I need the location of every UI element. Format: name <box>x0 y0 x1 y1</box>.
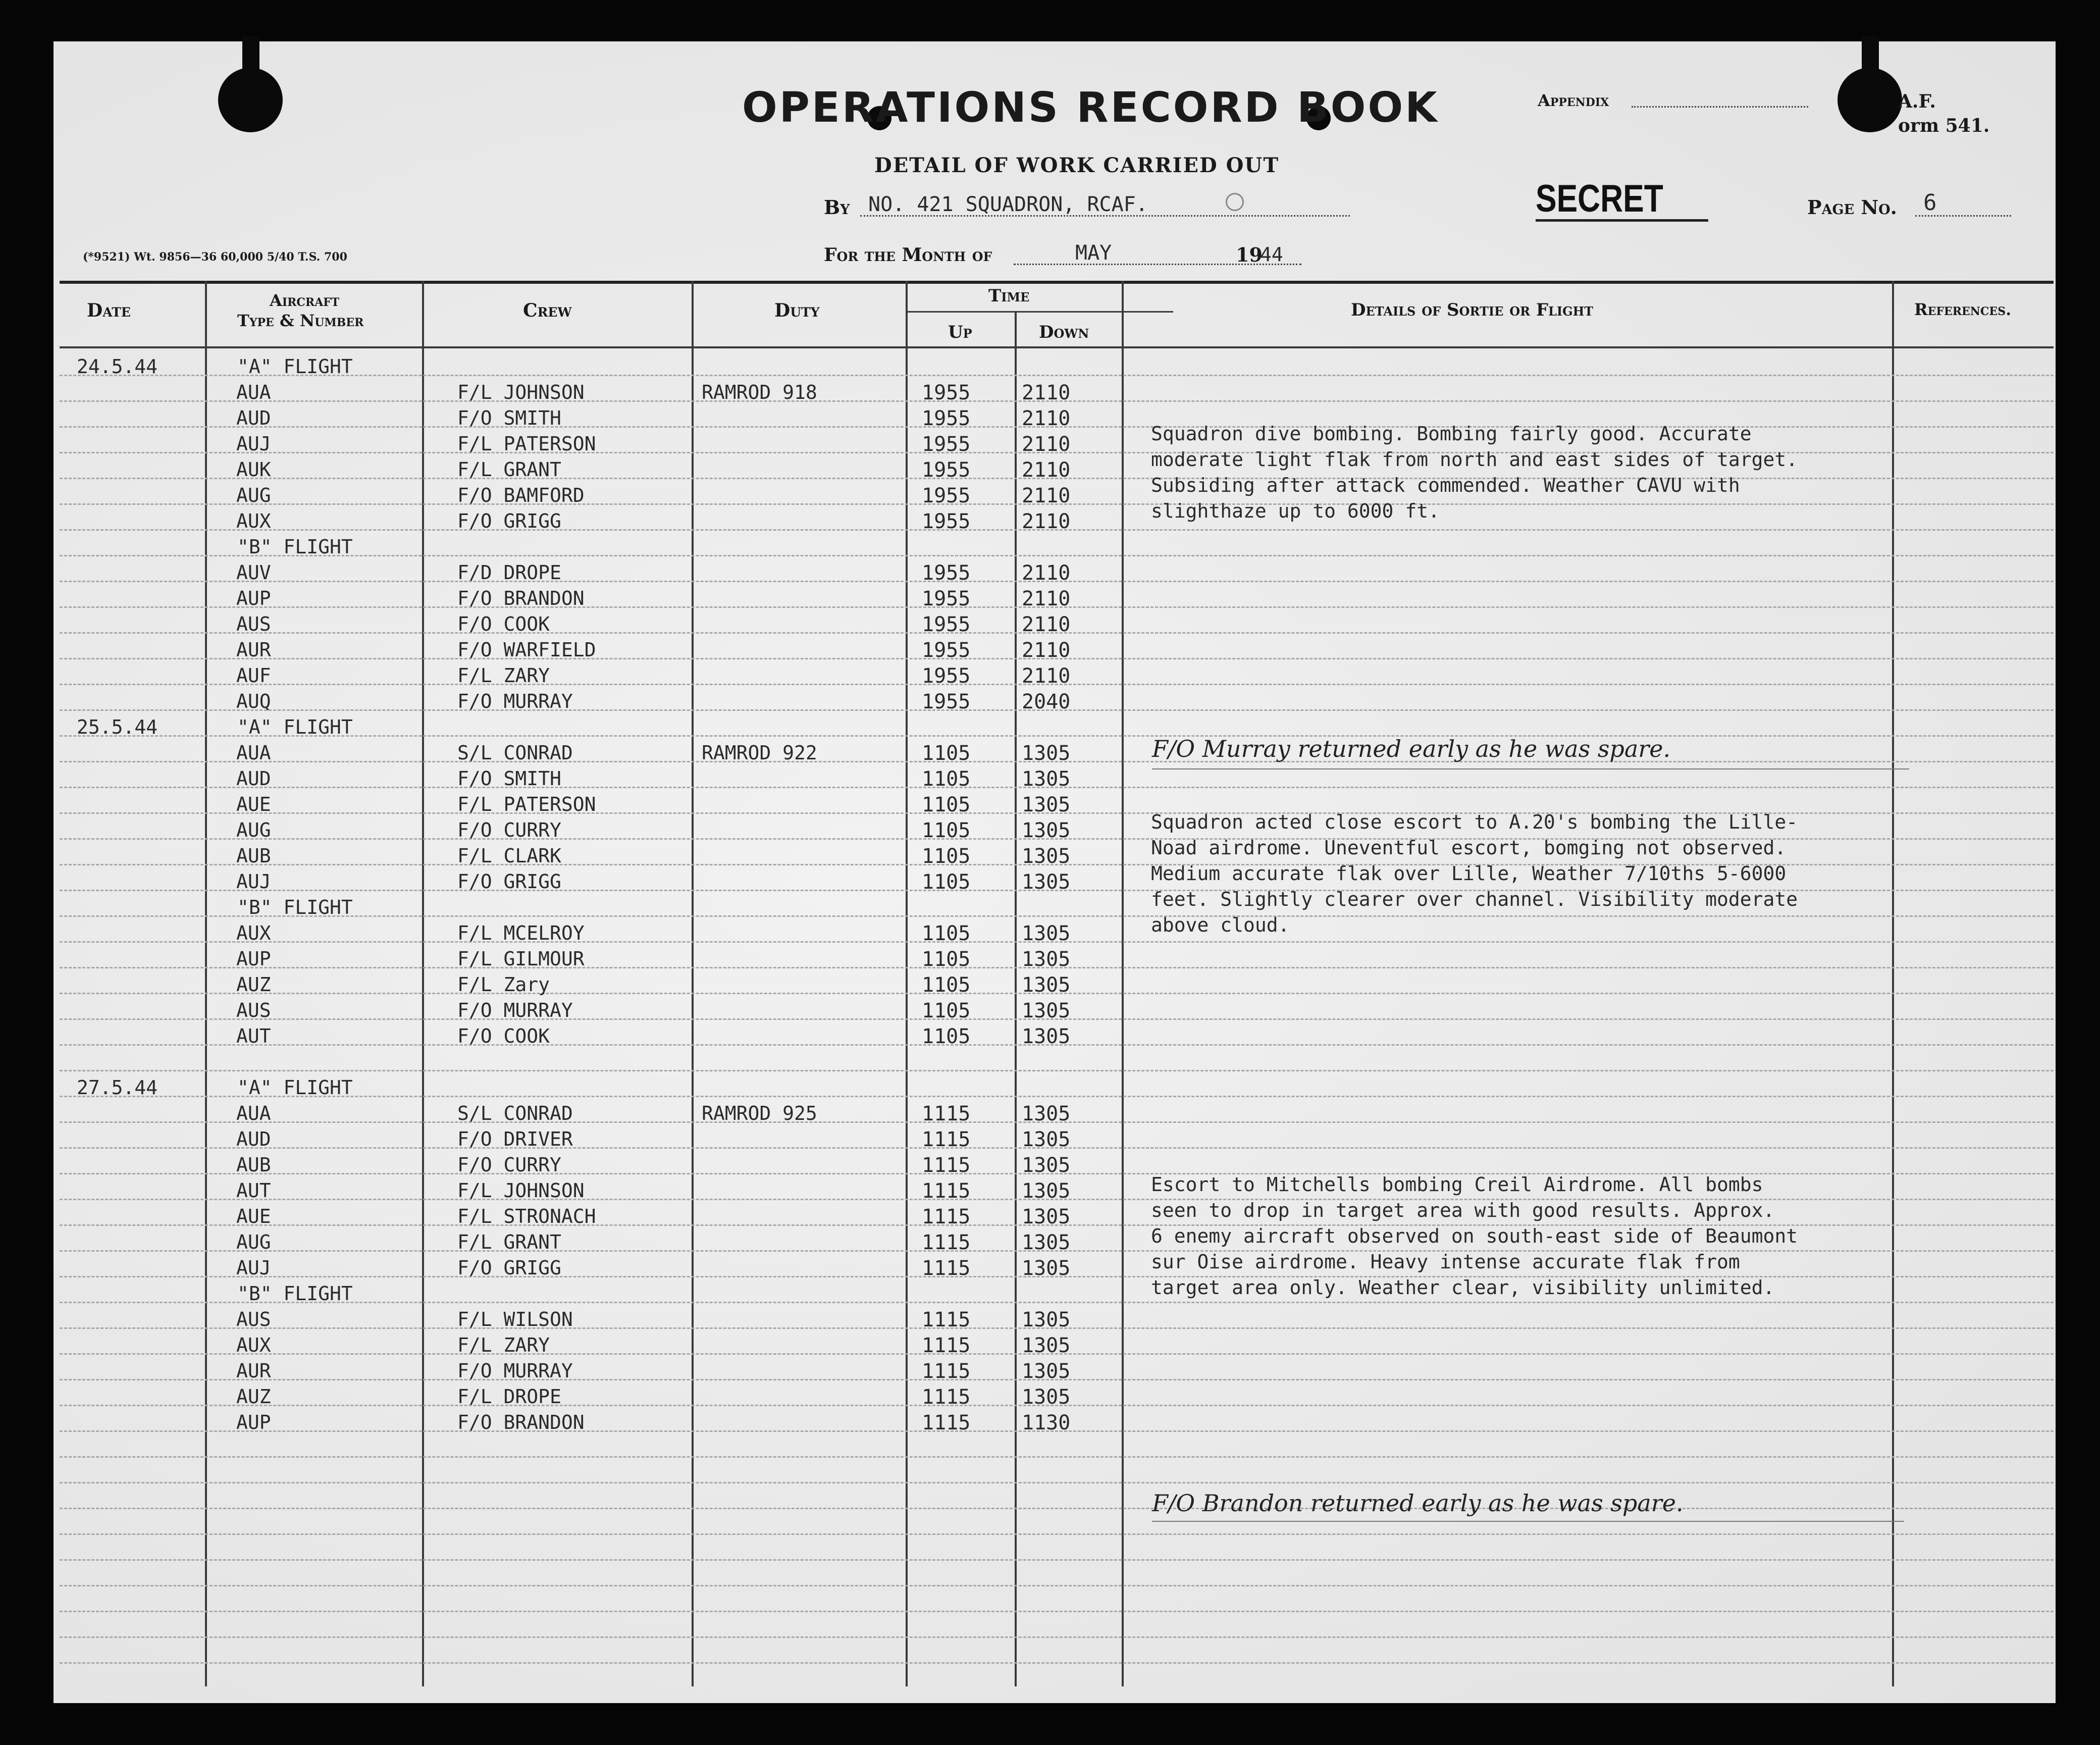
stamp-mark <box>1226 193 1244 211</box>
ruled-line <box>60 1482 2054 1483</box>
cell-up: 1955 <box>922 510 971 533</box>
cell-down: 2110 <box>1022 407 1071 430</box>
cell-up: 1105 <box>922 999 971 1022</box>
cell-crew: F/D DROPE <box>457 561 561 584</box>
cell-aircraft: "A" FLIGHT <box>237 716 353 738</box>
cell-aircraft: AUX <box>236 922 271 944</box>
by-label: By <box>824 196 850 219</box>
cell-up: 1105 <box>922 922 971 945</box>
cell-down: 2040 <box>1022 690 1071 713</box>
cell-down: 2110 <box>1022 587 1071 610</box>
cell-aircraft: AUJ <box>236 1257 271 1279</box>
cell-up: 1955 <box>922 381 971 404</box>
cell-up: 1115 <box>922 1385 971 1409</box>
cell-aircraft: "A" FLIGHT <box>237 1076 353 1099</box>
cell-aircraft: AUV <box>236 561 271 584</box>
cell-up: 1955 <box>922 561 971 585</box>
cell-crew: F/O GRIGG <box>457 1257 561 1279</box>
ruled-line <box>60 1533 2054 1535</box>
cell-up: 1955 <box>922 433 971 456</box>
details-line: above cloud. <box>1151 914 1290 936</box>
cell-aircraft: AUQ <box>236 690 271 712</box>
details-line: moderate light flak from north and east sides of target. <box>1151 448 1798 471</box>
cell-crew: F/O GRIGG <box>457 870 561 893</box>
col-date: Date <box>87 300 131 321</box>
cell-down: 1305 <box>1022 1102 1071 1125</box>
cell-down: 1305 <box>1022 1360 1071 1383</box>
ruled-line <box>60 1662 2054 1664</box>
page-no-value: 6 <box>1923 190 1937 216</box>
cell-up: 1115 <box>922 1154 971 1177</box>
cell-crew: F/O CURRY <box>457 819 561 841</box>
ruled-line <box>60 1636 2054 1638</box>
year-prefix: 19 <box>1236 243 1263 266</box>
ruled-line <box>60 1456 2054 1458</box>
cell-crew: F/O COOK <box>457 613 550 635</box>
page-title: OPERATIONS RECORD BOOK <box>742 84 1439 132</box>
details-line: feet. Slightly clearer over channel. Visibility moderate <box>1151 888 1798 910</box>
details-line: Squadron dive bombing. Bombing fairly good. Accurate <box>1151 423 1752 445</box>
cell-up: 1955 <box>922 639 971 662</box>
cell-aircraft: AUB <box>236 1154 271 1176</box>
cell-down: 1305 <box>1022 999 1071 1022</box>
cell-crew: F/L WILSON <box>457 1308 573 1330</box>
cell-crew: S/L CONRAD <box>457 742 573 764</box>
cell-down: 2110 <box>1022 458 1071 482</box>
cell-crew: F/L PATERSON <box>457 433 596 455</box>
ruled-line <box>60 1508 2054 1509</box>
cell-aircraft: AUZ <box>236 973 271 996</box>
cell-crew: F/L PATERSON <box>457 793 596 815</box>
cell-duty: RAMROD 918 <box>702 381 817 403</box>
print-code: (*9521) Wt. 9856—36 60,000 5/40 T.S. 700 <box>83 250 347 264</box>
cell-up: 1955 <box>922 587 971 610</box>
record-sheet <box>54 41 2056 1703</box>
cell-down: 1305 <box>1022 1025 1071 1048</box>
cell-aircraft: AUK <box>236 458 271 481</box>
cell-crew: F/O CURRY <box>457 1154 561 1176</box>
ruled-line <box>60 375 2054 376</box>
cell-aircraft: AUG <box>236 819 271 841</box>
cell-up: 1115 <box>922 1360 971 1383</box>
details-line: Squadron acted close escort to A.20's bombing the Lille- <box>1151 811 1798 833</box>
cell-down: 2110 <box>1022 433 1071 456</box>
cell-down: 1305 <box>1022 922 1071 945</box>
cell-crew: F/L Zary <box>457 973 550 996</box>
cell-aircraft: AUD <box>236 1128 271 1150</box>
details-line: sur Oise airdrome. Heavy intense accurate flak from <box>1151 1251 1740 1273</box>
cell-crew: F/O BAMFORD <box>457 484 585 506</box>
cell-aircraft: AUS <box>236 999 271 1021</box>
cell-down: 1305 <box>1022 1154 1071 1177</box>
col-details: Details of Sortie or Flight <box>1351 300 1594 320</box>
details-line: seen to drop in target area with good results. Approx. <box>1151 1199 1775 1221</box>
cell-aircraft: "B" FLIGHT <box>237 1282 353 1305</box>
ruled-line <box>60 915 2054 917</box>
details-line: slighthaze up to 6000 ft. <box>1151 500 1440 522</box>
cell-aircraft: AUJ <box>236 433 271 455</box>
cell-aircraft: AUD <box>236 767 271 790</box>
cell-down: 2110 <box>1022 561 1071 585</box>
cell-down: 1305 <box>1022 1179 1071 1203</box>
cell-crew: F/O SMITH <box>457 767 561 790</box>
cell-crew: F/L CLARK <box>457 845 561 867</box>
cell-aircraft: AUZ <box>236 1385 271 1408</box>
cell-up: 1105 <box>922 793 971 816</box>
ruled-line <box>60 735 2054 737</box>
cell-aircraft: AUS <box>236 613 271 635</box>
cell-crew: F/O BRANDON <box>457 1411 585 1433</box>
cell-crew: F/O DRIVER <box>457 1128 573 1150</box>
cell-date: 25.5.44 <box>77 716 158 738</box>
cell-crew: F/L DROPE <box>457 1385 561 1408</box>
cell-crew: F/L STRONACH <box>457 1205 596 1227</box>
details-line: target area only. Weather clear, visibility unlimited. <box>1151 1276 1775 1299</box>
cell-down: 1305 <box>1022 870 1071 894</box>
cell-crew: F/L ZARY <box>457 1334 550 1356</box>
ruled-line <box>60 1096 2054 1097</box>
cell-aircraft: AUS <box>236 1308 271 1330</box>
cell-down: 1305 <box>1022 1205 1071 1228</box>
cell-aircraft: AUA <box>236 1102 271 1124</box>
cell-aircraft: AUG <box>236 1231 271 1253</box>
cell-up: 1105 <box>922 767 971 791</box>
details-line: Escort to Mitchells bombing Creil Airdrome. All bombs <box>1151 1173 1763 1196</box>
ruled-line <box>60 1070 2054 1071</box>
cell-up: 1115 <box>922 1308 971 1331</box>
ruled-line <box>60 1559 2054 1561</box>
binder-hole-left <box>218 68 283 132</box>
cell-up: 1105 <box>922 948 971 971</box>
cell-down: 1305 <box>1022 973 1071 997</box>
cell-aircraft: AUA <box>236 381 271 403</box>
header-bottom-rule <box>60 346 2054 348</box>
col-crew: Crew <box>523 300 572 321</box>
cell-aircraft: AUJ <box>236 870 271 893</box>
cell-aircraft: "B" FLIGHT <box>237 896 353 918</box>
cell-aircraft: AUP <box>236 587 271 609</box>
cell-up: 1955 <box>922 664 971 688</box>
col-time: Time <box>988 286 1030 306</box>
cell-date: 27.5.44 <box>77 1076 158 1099</box>
cell-up: 1105 <box>922 973 971 997</box>
details-line: Medium accurate flak over Lille, Weather 7/10ths 5-6000 <box>1151 862 1787 885</box>
form-line-2: orm 541. <box>1898 115 1990 136</box>
cell-crew: F/L MCELROY <box>457 922 585 944</box>
cell-down: 2110 <box>1022 510 1071 533</box>
cell-crew: F/O WARFIELD <box>457 639 596 661</box>
cell-up: 1105 <box>922 819 971 842</box>
cell-aircraft: AUF <box>236 664 271 687</box>
binder-hole-right <box>1838 68 1902 132</box>
cell-down: 1305 <box>1022 1308 1071 1331</box>
handwritten-note-brandon: F/O Brandon returned early as he was spare. <box>1152 1490 1684 1517</box>
appendix-label: Appendix <box>1538 91 1609 110</box>
cell-down: 1305 <box>1022 1257 1071 1280</box>
cell-down: 2110 <box>1022 484 1071 507</box>
cell-up: 1115 <box>922 1102 971 1125</box>
cell-aircraft: "A" FLIGHT <box>237 355 353 378</box>
cell-aircraft: AUD <box>236 407 271 429</box>
month-label: For the Month of <box>824 244 992 266</box>
cell-up: 1955 <box>922 458 971 482</box>
cell-up: 1115 <box>922 1179 971 1203</box>
secret-stamp: SECRET <box>1536 177 1663 220</box>
month-value: MAY <box>1075 241 1112 265</box>
cell-aircraft: AUE <box>236 1205 271 1227</box>
cell-aircraft: AUA <box>236 742 271 764</box>
cell-down: 1305 <box>1022 845 1071 868</box>
cell-duty: RAMROD 925 <box>702 1102 817 1124</box>
cell-crew: F/L JOHNSON <box>457 1179 585 1202</box>
cell-up: 1105 <box>922 870 971 894</box>
cell-down: 2110 <box>1022 639 1071 662</box>
cell-crew: F/O MURRAY <box>457 1360 573 1382</box>
handwritten-note-murray: F/O Murray returned early as he was spare. <box>1152 735 1671 762</box>
col-down: Down <box>1039 322 1089 342</box>
cell-crew: F/L JOHNSON <box>457 381 585 403</box>
cell-crew: F/L GRANT <box>457 1231 561 1253</box>
cell-aircraft: "B" FLIGHT <box>237 536 353 558</box>
ruled-line <box>60 1302 2054 1303</box>
cell-down: 1305 <box>1022 793 1071 816</box>
details-line: Subsiding after attack commended. Weather CAVU with <box>1151 474 1740 496</box>
cell-up: 1955 <box>922 613 971 636</box>
cell-crew: F/O BRANDON <box>457 587 585 609</box>
page-subtitle: DETAIL OF WORK CARRIED OUT <box>874 153 1280 177</box>
cell-up: 1115 <box>922 1257 971 1280</box>
cell-duty: RAMROD 922 <box>702 742 817 764</box>
ruled-line <box>60 555 2054 556</box>
cell-crew: F/L ZARY <box>457 664 550 687</box>
form-line-1: A.F. <box>1898 91 1936 112</box>
details-line: Noad airdrome. Uneventful escort, bomging not observed. <box>1151 837 1787 859</box>
cell-down: 1305 <box>1022 948 1071 971</box>
cell-aircraft: AUP <box>236 948 271 970</box>
cell-crew: F/O COOK <box>457 1025 550 1047</box>
col-references: References. <box>1914 300 2012 319</box>
col-duty: Duty <box>774 300 820 321</box>
page-no-label: Page No. <box>1807 196 1897 219</box>
cell-up: 1115 <box>922 1334 971 1357</box>
cell-aircraft: AUT <box>236 1179 271 1202</box>
col-aircraft-2: Type & Number <box>237 311 364 330</box>
cell-crew: F/L GILMOUR <box>457 948 585 970</box>
cell-date: 24.5.44 <box>77 355 158 378</box>
cell-aircraft: AUX <box>236 510 271 532</box>
cell-up: 1115 <box>922 1411 971 1434</box>
cell-crew: F/O MURRAY <box>457 999 573 1021</box>
cell-aircraft: AUE <box>236 793 271 815</box>
cell-aircraft: AUB <box>236 845 271 867</box>
cell-crew: F/L GRANT <box>457 458 561 481</box>
cell-crew: S/L CONRAD <box>457 1102 573 1124</box>
cell-up: 1955 <box>922 407 971 430</box>
cell-down: 2110 <box>1022 613 1071 636</box>
ruled-line <box>60 1611 2054 1612</box>
cell-up: 1105 <box>922 1025 971 1048</box>
cell-up: 1105 <box>922 742 971 765</box>
squadron-name: NO. 421 SQUADRON, RCAF. <box>868 193 1148 216</box>
cell-down: 1305 <box>1022 1334 1071 1357</box>
col-up: Up <box>948 322 972 342</box>
time-split-rule <box>906 311 1173 313</box>
cell-aircraft: AUT <box>236 1025 271 1047</box>
cell-down: 1130 <box>1022 1411 1071 1434</box>
cell-aircraft: AUR <box>236 1360 271 1382</box>
details-line: 6 enemy aircraft observed on south-east side of Beaumont <box>1151 1225 1798 1247</box>
cell-crew: F/O MURRAY <box>457 690 573 712</box>
cell-aircraft: AUG <box>236 484 271 506</box>
cell-crew: F/O SMITH <box>457 407 561 429</box>
cell-down: 2110 <box>1022 381 1071 404</box>
cell-aircraft: AUR <box>236 639 271 661</box>
cell-down: 2110 <box>1022 664 1071 688</box>
cell-aircraft: AUX <box>236 1334 271 1356</box>
cell-up: 1115 <box>922 1231 971 1254</box>
cell-down: 1305 <box>1022 1128 1071 1151</box>
col-aircraft-1: Aircraft <box>270 291 340 310</box>
cell-aircraft: AUP <box>236 1411 271 1433</box>
cell-crew: F/O GRIGG <box>457 510 561 532</box>
table-top-rule <box>60 281 2054 284</box>
cell-down: 1305 <box>1022 742 1071 765</box>
cell-down: 1305 <box>1022 767 1071 791</box>
cell-up: 1115 <box>922 1205 971 1228</box>
cell-up: 1955 <box>922 484 971 507</box>
ruled-line <box>60 1585 2054 1586</box>
cell-down: 1305 <box>1022 1385 1071 1409</box>
cell-down: 1305 <box>1022 819 1071 842</box>
year-suffix: 44 <box>1260 243 1283 266</box>
cell-up: 1115 <box>922 1128 971 1151</box>
cell-up: 1955 <box>922 690 971 713</box>
cell-down: 1305 <box>1022 1231 1071 1254</box>
cell-up: 1105 <box>922 845 971 868</box>
